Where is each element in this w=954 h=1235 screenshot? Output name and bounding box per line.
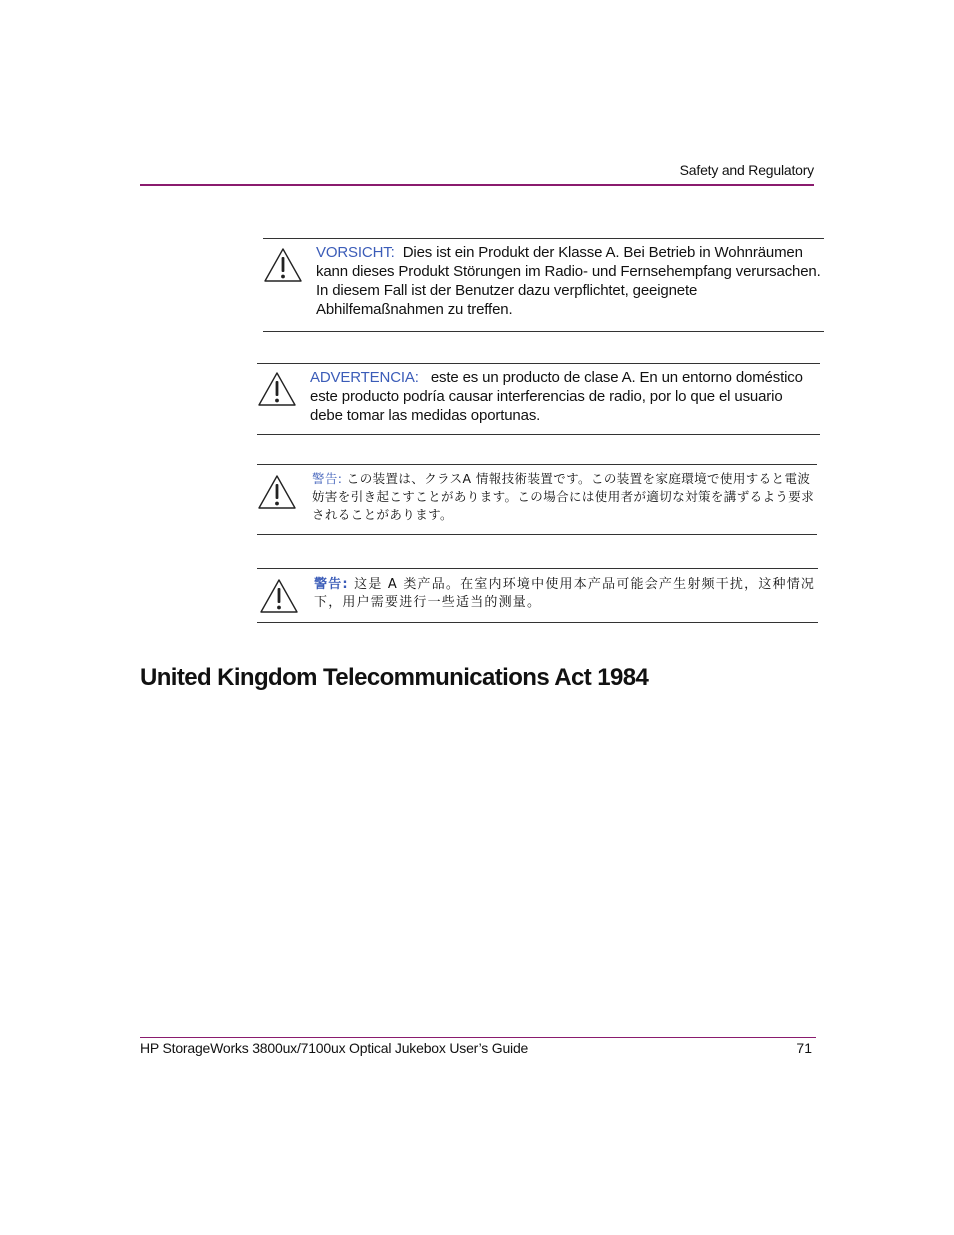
caution-label: 警告:	[312, 471, 343, 486]
caution-triangle-icon	[257, 371, 297, 407]
caution-body: este es un producto de clase A. En un entorno doméstico este producto podría causar interferencias de radio, por lo que el usuario debe tomar las medidas oportunas.	[310, 369, 803, 424]
footer-title: HP StorageWorks 3800ux/7100ux Optical Jukebox User’s Guide	[140, 1040, 529, 1056]
caution-body: Dies ist ein Produkt der Klasse A. Bei Betrieb in Wohnräumen kann dieses Produkt Störungen im Radio- und Fernsehempfang verursachen. In diesem Fall ist der Benutzer dazu verpflichtet, geeignete Abhilfemaßnahmen zu treffen.	[316, 244, 821, 318]
caution-triangle-icon	[257, 474, 297, 510]
caution-text-german	[316, 243, 826, 319]
running-header: Safety and Regulatory	[679, 162, 814, 178]
caution-body: この装置は、クラスA 情報技術装置です。この装置を家庭環境で使用すると電波妨害を引き起こすことがあります。この場合には使用者が適切な対策を講ずるよう要求されることがあります。	[312, 471, 815, 522]
caution-triangle-icon	[259, 578, 299, 614]
footer-rule	[140, 1037, 816, 1038]
caution-text-chinese	[314, 576, 820, 612]
footer-page-number: 71	[796, 1040, 812, 1056]
caution-text-spanish	[310, 368, 810, 425]
caution-label: ADVERTENCIA:	[310, 369, 419, 386]
caution-text-japanese	[312, 470, 818, 524]
caution-body: 这是 A 类产品。在室内环境中使用本产品可能会产生射频干扰，这种情况下，用户需要进行一些适当的测量。	[314, 577, 816, 610]
caution-label: VORSICHT:	[316, 244, 395, 261]
caution-label: 警告:	[314, 577, 349, 592]
header-rule	[140, 184, 814, 186]
section-heading: United Kingdom Telecommunications Act 1984	[140, 664, 649, 691]
caution-triangle-icon	[263, 247, 303, 283]
